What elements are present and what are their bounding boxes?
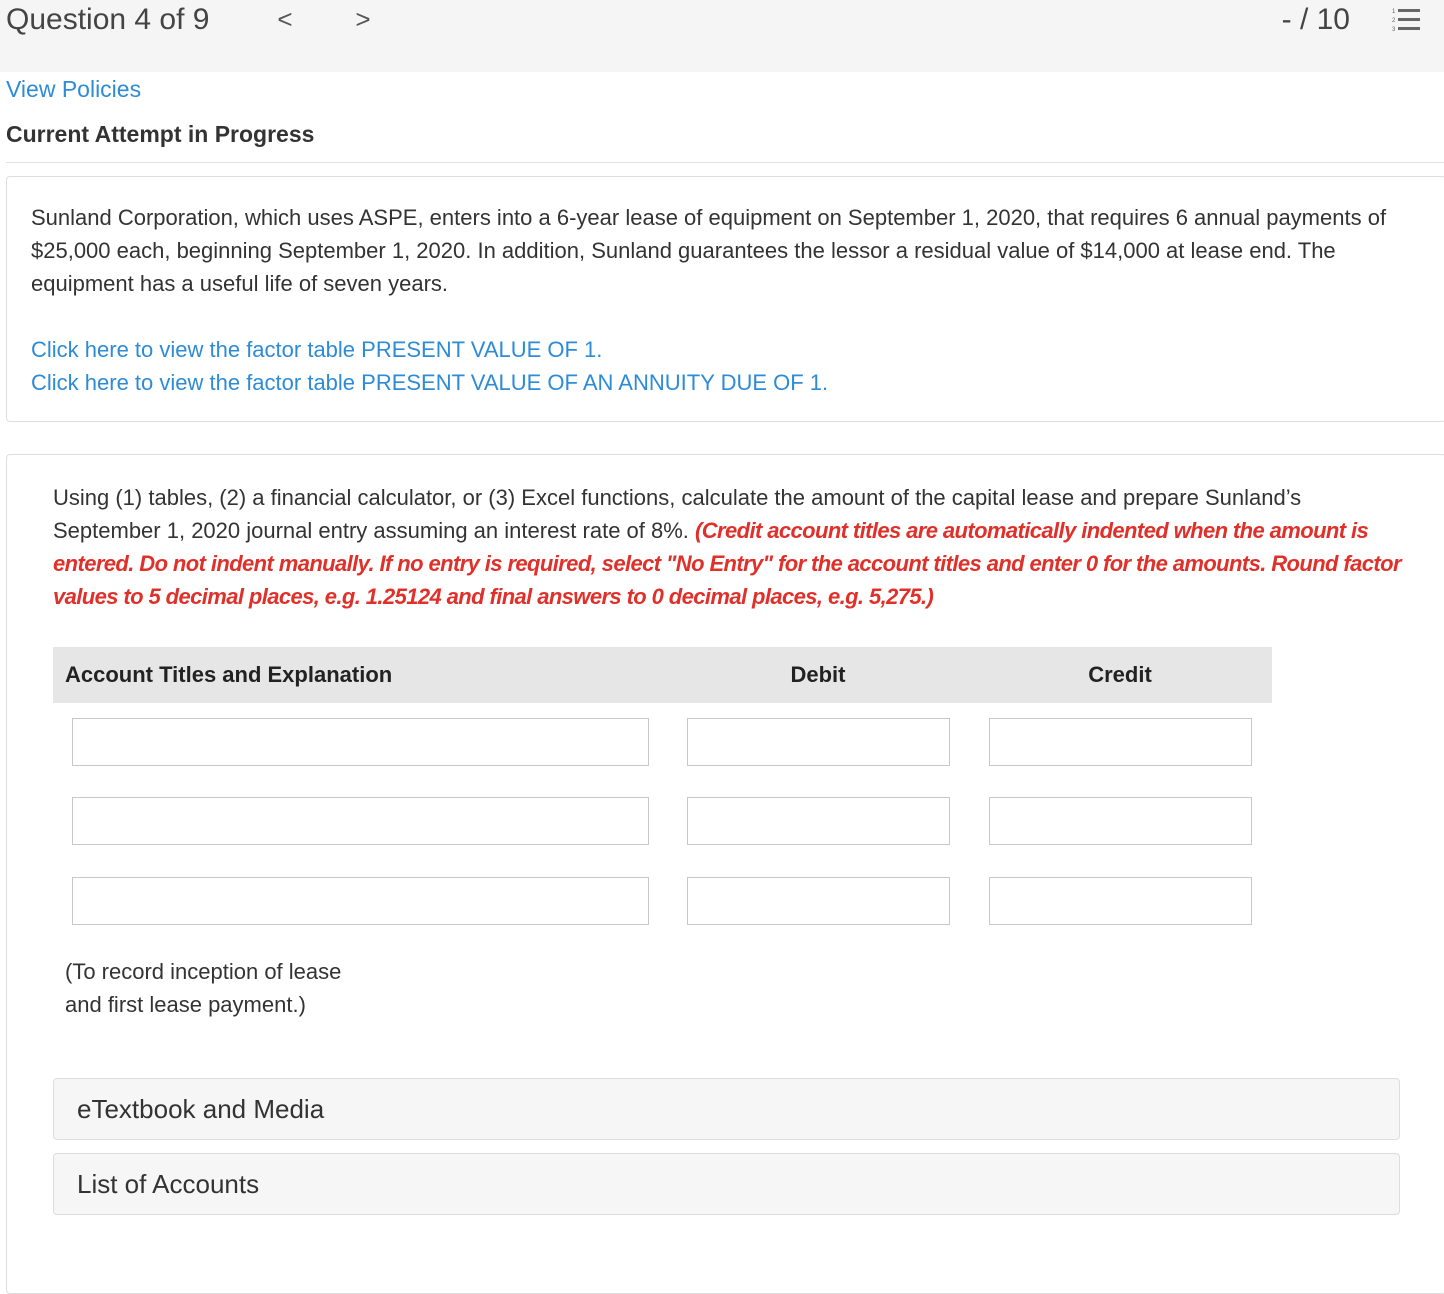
account-title-input-1[interactable] <box>72 718 649 766</box>
attempt-status: Current Attempt in Progress <box>6 121 315 147</box>
entry-explanation-line-2: and first lease payment.) <box>65 992 306 1017</box>
next-question-button[interactable]: > <box>355 4 371 34</box>
question-prompt: Using (1) tables, (2) a financial calculator, or (3) Excel functions, calculate the amount of the capital lease and prepare Sunland’s September 1, 2020 journal entry assuming an interest rate of 8%. <box>53 485 1302 543</box>
list-of-accounts-section[interactable] <box>53 1153 1400 1215</box>
etextbook-media-label: eTextbook and Media <box>77 1094 325 1124</box>
account-column-header: Account Titles and Explanation <box>65 662 393 687</box>
credit-column-header: Credit <box>1088 662 1152 687</box>
svg-text:1: 1 <box>1392 9 1396 15</box>
etextbook-media-section[interactable] <box>53 1078 1400 1140</box>
pv-of-1-table-link[interactable]: Click here to view the factor table PRESENT VALUE OF 1. <box>31 337 603 362</box>
question-instructions: (Credit account titles are automatically indented when the amount is entered. Do not indent manually. If no entry is required, select "No Entry" for the account titles and enter 0 for the amounts. Round factor values to 5 decimal places, e.g. 1.25124 and final answers to 0 decimal places, e.g. 5,275.) <box>53 518 1401 609</box>
debit-input-3[interactable] <box>687 877 950 925</box>
account-title-input-2[interactable] <box>72 797 649 845</box>
list-of-accounts-label: List of Accounts <box>77 1169 260 1199</box>
debit-input-1[interactable] <box>687 718 950 766</box>
divider <box>6 162 1444 163</box>
credit-input-2[interactable] <box>989 797 1252 845</box>
journal-table-header <box>53 647 1272 703</box>
problem-text: Sunland Corporation, which uses ASPE, enters into a 6-year lease of equipment on September 1, 2020, that requires 6 annual payments of $25,000 each, beginning September 1, 2020. In addition, Sunland guarantees the lessor a residual value of $14,000 at lease end. The equipment has a useful life of seven years. <box>31 205 1387 296</box>
question-counter: Question 4 of 9 <box>6 3 210 36</box>
account-title-input-3[interactable] <box>72 877 649 925</box>
credit-input-1[interactable] <box>989 718 1252 766</box>
previous-question-button[interactable]: < <box>277 4 293 34</box>
question-text <box>53 481 1413 613</box>
problem-panel <box>6 176 1444 422</box>
entry-explanation-line-1: (To record inception of lease <box>65 959 342 984</box>
svg-text:2: 2 <box>1392 18 1396 24</box>
question-score: - / 10 <box>1281 3 1350 36</box>
pv-annuity-due-table-link[interactable]: Click here to view the factor table PRESENT VALUE OF AN ANNUITY DUE OF 1. <box>31 370 829 395</box>
entry-explanation <box>65 955 341 1021</box>
question-panel <box>6 454 1444 1294</box>
view-policies-link[interactable]: View Policies <box>6 76 142 102</box>
debit-column-header: Debit <box>790 662 846 687</box>
numbered-list-icon[interactable] <box>1392 6 1422 34</box>
svg-text:3: 3 <box>1392 27 1396 33</box>
credit-input-3[interactable] <box>989 877 1252 925</box>
question-header <box>0 0 1444 72</box>
debit-input-2[interactable] <box>687 797 950 845</box>
